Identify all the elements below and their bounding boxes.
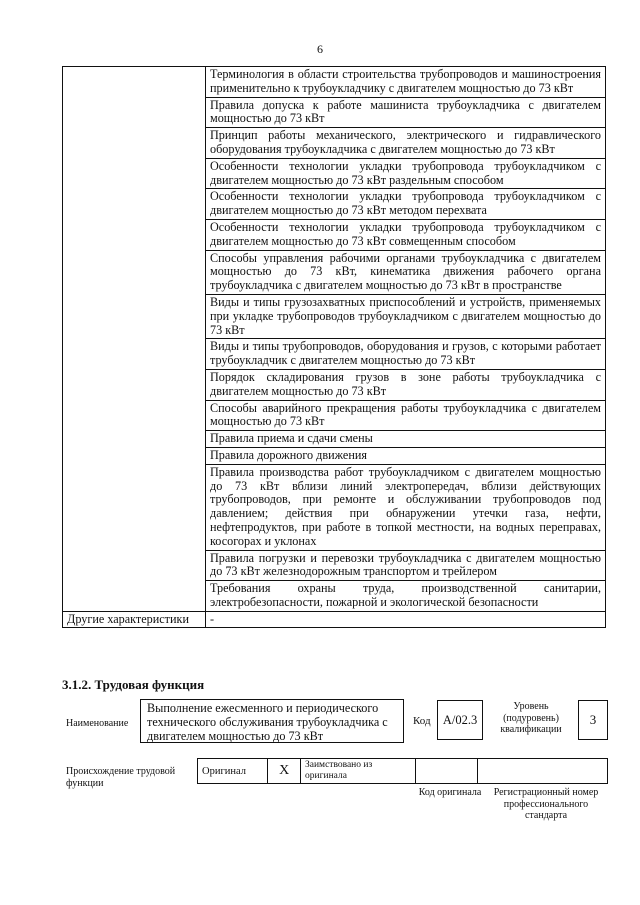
knowledge-item: Порядок складирования грузов в зоне работы трубоукладчика с двигателем мощностью до 73 кВт — [206, 369, 606, 400]
knowledge-item: Правила допуска к работе машиниста трубоукладчика с двигателем мощностью до 73 кВт — [206, 97, 606, 128]
borrowed-label: Заимствовано из оригинала — [301, 759, 416, 784]
code-origin-label: Код оригинала — [418, 787, 482, 798]
knowledge-item: Виды и типы грузозахватных приспособлений и устройств, применяемых при укладке трубопроводов трубоукладчиком с двигателем мощностью до 73 кВт — [206, 294, 606, 338]
knowledge-item: Особенности технологии укладки трубопровода трубоукладчиком с двигателем мощностью до 73 кВт раздельным способом — [206, 158, 606, 189]
origin-label: Происхождение трудовой функции — [66, 766, 176, 789]
knowledge-item: Терминология в области строительства трубопроводов и машиностроения применительно к трубоукладчику с двигателем мощностью до 73 кВт — [206, 67, 606, 98]
knowledge-item: Правила дорожного движения — [206, 447, 606, 464]
code-box: А/02.3 — [437, 700, 483, 740]
category-cell — [63, 67, 206, 612]
knowledge-item: Принцип работы механического, электрического и гидравлического оборудования трубоукладчика с двигателем мощностью до 73 кВт — [206, 128, 606, 159]
other-characteristics-row — [63, 611, 606, 628]
other-characteristics-label: Другие характеристики — [63, 611, 206, 628]
knowledge-row — [63, 67, 606, 98]
qualification-level-label: Уровень (подуровень) квалификации — [500, 701, 562, 735]
original-label: Оригинал — [198, 759, 268, 784]
knowledge-item: Особенности технологии укладки трубопровода трубоукладчиком с двигателем мощностью до 73 кВт совмещенным способом — [206, 219, 606, 250]
knowledge-item: Требования охраны труда, производственной санитарии, электробезопасности, пожарной и экологической безопасности — [206, 581, 606, 612]
knowledge-item: Способы аварийного прекращения работы трубоукладчика с двигателем мощностью до 73 кВт — [206, 400, 606, 431]
other-characteristics-value: - — [206, 611, 606, 628]
origin-table — [197, 758, 608, 784]
original-mark: X — [268, 759, 301, 784]
code-label: Код — [413, 715, 431, 727]
knowledge-table — [62, 66, 606, 628]
reg-number-cell — [477, 759, 607, 784]
knowledge-item: Способы управления рабочими органами трубоукладчика с двигателем мощностью до 73 кВт, кинематика движения рабочего органа трубоукладчика с двигателем мощностью до 73 кВт в пространстве — [206, 250, 606, 294]
knowledge-item: Правила приема и сдачи смены — [206, 431, 606, 448]
page-number: 6 — [317, 42, 323, 56]
knowledge-item: Правила производства работ трубоукладчиком с двигателем мощностью до 73 кВт вблизи линий электропередач, вблизи действующих трубопроводов, при ремонте и обслуживании трубопроводов под давлением; действия при обнаружении утечки газа, нефти, нефтепродуктов, при работе в топкой местности, на водных переправах, косогорах и уклонах — [206, 464, 606, 550]
qualification-level-box: 3 — [578, 700, 608, 740]
origin-code-cell — [415, 759, 477, 784]
reg-number-label: Регистрационный номер профессионального стандарта — [493, 787, 599, 821]
knowledge-item: Правила погрузки и перевозки трубоукладчика с двигателем мощностью до 73 кВт железнодорожным транспортом и трейлером — [206, 550, 606, 581]
section-heading: 3.1.2. Трудовая функция — [62, 677, 205, 692]
knowledge-item: Виды и типы трубопроводов, оборудования и грузов, с которыми работает трубоукладчик с двигателем мощностью до 73 кВт — [206, 339, 606, 370]
name-label: Наименование — [66, 718, 129, 729]
function-name-box: Выполнение ежесменного и периодического технического обслуживания трубоукладчика с двигателем мощностью до 73 кВт — [140, 699, 404, 743]
knowledge-item: Особенности технологии укладки трубопровода трубоукладчиком с двигателем мощностью до 73 кВт методом перехвата — [206, 189, 606, 220]
